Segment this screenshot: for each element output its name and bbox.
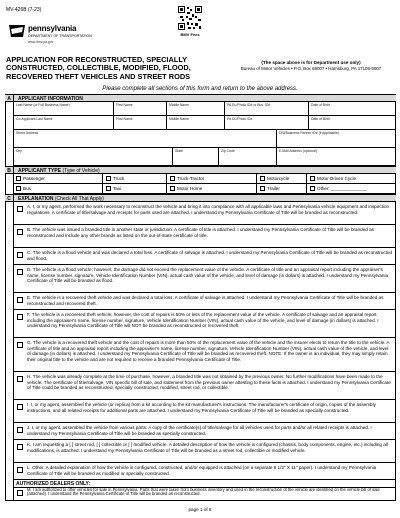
section-a-header <box>5 94 396 102</box>
explanation-item-b <box>14 225 396 248</box>
website: www.dmv.pa.gov <box>28 40 54 44</box>
checkbox[interactable] <box>17 404 23 410</box>
date-of-birth-field[interactable]: Date of Birth <box>308 102 396 116</box>
checkbox[interactable] <box>17 342 23 348</box>
applicant-row <box>14 102 396 116</box>
checkbox[interactable] <box>17 467 23 473</box>
type-option-motor-driven-cycle[interactable] <box>308 174 396 184</box>
co-applicant-dob-field[interactable]: Date of Birth <box>308 116 396 130</box>
type-option-bus[interactable] <box>14 184 102 194</box>
checkbox[interactable] <box>260 186 265 191</box>
explanation-text: H. The vehicle was already complete at the time of purchase, however, a branded title was not obtained by the previous owner. No further modifications have been made to the vehicle. The certificate of title/salvage, VIN specific bill of sale, and statement from the previous owner attesting to these facts is attached. I understand my Pennsylvania Certificate of Title could be branded as reconstructed, specially constructed, modified, street rod, or collectible. <box>27 374 391 391</box>
section-title-note: (Check All That Apply) <box>54 196 104 202</box>
section-title: APPLICANT INFORMATION <box>18 96 83 102</box>
explanation-text: B. The vehicle was issued a branded title in another state or jurisdiction. A certificate of title is attached. I understand my Pennsylvania Certificate of Title will be branded as reconstructed and include any other brands as listed on the out-of-state certificate of title. <box>27 227 374 238</box>
checkbox[interactable] <box>17 206 23 212</box>
checkbox[interactable] <box>17 444 23 450</box>
type-option-trailer[interactable] <box>258 184 304 194</box>
divider <box>102 174 103 184</box>
co-applicant-row <box>14 116 396 130</box>
checkbox[interactable] <box>170 186 175 191</box>
explanation-text: A. I, or my agent, performed the work necessary to reconstruct the vehicle and bring it into compliance with all applicable laws and Pennsylvania vehicle equipment and inspection regulations. A certificate of title/salvage and receipts for parts used are attached. I understand my Pennsylvania Certificate of Title will be branded as reconstructed. <box>27 204 390 215</box>
street-address-field[interactable]: Street Address <box>16 131 39 135</box>
instructions: Please complete all sections of this form and return to the above address. <box>102 86 298 92</box>
department-use-note <box>224 60 398 72</box>
checkbox[interactable] <box>16 186 21 191</box>
address-row <box>14 130 396 148</box>
checkbox[interactable] <box>106 176 111 181</box>
penndot-logo <box>8 22 128 50</box>
type-label: Bus <box>23 186 31 191</box>
section-b-margin <box>5 174 14 194</box>
section-title-text: APPLICANT TYPE <box>18 168 62 174</box>
co-applicant-first-name-field[interactable]: First Name <box>113 116 166 130</box>
checkbox[interactable] <box>17 297 23 303</box>
checkbox[interactable] <box>17 376 23 382</box>
explanation-item-d <box>14 265 396 293</box>
business-partner-id-field[interactable]: DBI/Business Partner ID# (if Applicable) <box>276 130 396 148</box>
divider <box>306 184 307 194</box>
checkbox[interactable] <box>170 176 175 181</box>
city-row <box>14 148 396 166</box>
checkbox[interactable] <box>17 252 23 258</box>
type-label: Passenger <box>23 176 45 181</box>
type-option-other[interactable] <box>308 184 396 194</box>
qr-code-icon <box>178 6 202 30</box>
section-letter: A <box>5 95 14 103</box>
explanation-text: F. The vehicle is a recovered theft vehicle; however, the cost of repairs is 50% or less of the replacement value of the vehicle. A certificate of salvage and an appraisal report including the appraiser's name, license number, signature, Vehicle Identification Number (VIN), actual cash value of the vehicle, and level of damage (in dollars) is attached. I understand my Pennsylvania Certificate of Title will NOT be branded as reconstructed or recovered theft. <box>27 312 379 329</box>
divider <box>256 184 257 194</box>
type-label: Taxi <box>113 186 122 191</box>
checkbox[interactable] <box>106 186 111 191</box>
checkbox[interactable] <box>310 176 315 181</box>
section-letter: B <box>5 167 14 175</box>
section-c-margin <box>5 202 14 501</box>
last-name-field[interactable]: Last Name (or Full Business Name) <box>16 103 70 107</box>
department-name: DEPARTMENT OF TRANSPORTATION <box>28 34 92 38</box>
explanation-item-a <box>14 202 396 225</box>
type-option-truck[interactable] <box>104 174 164 184</box>
qr-caption: BMV Fees <box>180 32 200 37</box>
department-address: Bureau of Motor Vehicles • P.O. Box 69007 • Harrisburg, PA 17106-9007 <box>240 66 382 71</box>
divider <box>306 174 307 184</box>
section-c-header <box>5 194 396 202</box>
zip-code-field[interactable]: Zip Code <box>218 148 276 166</box>
section-b-header <box>5 166 396 174</box>
explanation-text: K. I am requesting a [ ] street rod, [ ] collectible or [ ] modified vehicle. A detailed description of how the vehicle is configured (chassis, body components, engine, etc.) including all modifications, is attached. I understand my Pennsylvania Certificate of Title will be branded as a street rod, collectible or modified vehicle. <box>27 442 388 453</box>
type-option-motorcycle[interactable] <box>258 174 304 184</box>
section-a-margin <box>5 102 14 166</box>
form-number: MV-426B (7-23) <box>6 7 42 13</box>
explanation-item-i <box>14 400 396 423</box>
department-use-heading: (The space above is for Department use only) <box>261 60 361 65</box>
explanation-text: E. The vehicle is a recovered theft vehicle and was declared a total loss. A certificate of salvage is attached. I understand my Pennsylvania Certificate of Title will be branded as reconstructed and recovered theft. <box>27 295 384 306</box>
explanation-text: G. The vehicle is a recovered theft vehicle and the cost of repairs is more than 50% of the replacement value of the vehicle and the insurer elects to return the title to the vehicle. A certificate of title and an appraisal report including the appraiser's name, license number, signature, Vehicle Identification Number (VIN), actual cash value of the vehicle, and level of damage (in dollars) is attached. I understand my Pennsylvania Certificate of Title will be branded as recovered theft. NOTE: If the owner is an individual, they may simply retain their original title to the vehicle and are not required to receive a branded Pennsylvania Certificate of Title. <box>27 340 390 362</box>
authorized-dealers-heading: AUTHORIZED DEALERS ONLY: <box>14 480 396 488</box>
divider <box>256 174 257 184</box>
middle-name-field[interactable]: Middle Name <box>166 102 224 116</box>
explanation-item-k <box>14 440 396 463</box>
state-name: pennsylvania <box>28 24 77 33</box>
type-option-motor-home[interactable] <box>168 184 258 194</box>
type-label: Other: ______________ <box>317 186 367 191</box>
explanation-item-m <box>14 488 396 501</box>
explanation-item-h <box>14 372 396 400</box>
checkbox[interactable] <box>17 229 23 235</box>
explanation-text: M. I am authorized to offer vehicles for sale in Pennsylvania. Parts that were taken from business inventory and used in the reconstruction of the vehicle are identified on the vehicle bill of sale (attached). I understand the Pennsylvania Certificate of Title will be branded as reconstructed. <box>27 487 380 497</box>
first-name-field[interactable]: First Name <box>113 102 166 116</box>
explanation-item-l <box>14 463 396 480</box>
section-letter: C <box>5 195 14 203</box>
section-title-note: (Type of Vehicle) <box>62 168 100 174</box>
explanation-item-g <box>14 338 396 372</box>
id-number-field[interactable]: PA DL/Photo ID# or Bus. ID# <box>224 102 308 116</box>
explanation-text: L. Other. A detailed explanation of how the vehicle is configured, constructed, and/or equipped is attached (on a separate 8 1/2" X 11" paper). I understand my Pennsylvania Certificate of Title will be branded as modified or specially constructed. <box>27 465 377 476</box>
type-label: Trailer <box>267 186 280 191</box>
type-option-taxi[interactable] <box>104 184 164 194</box>
co-applicant-last-name-field[interactable]: Co-Applicant Last Name <box>16 117 53 121</box>
state-field[interactable]: State <box>172 148 218 166</box>
city-field[interactable]: City <box>16 149 22 153</box>
co-applicant-middle-name-field[interactable]: Middle Name <box>166 116 224 130</box>
checkbox[interactable] <box>17 427 23 433</box>
vehicle-type-row-1 <box>14 174 396 184</box>
type-label: Motor Driven Cycle <box>317 176 357 181</box>
co-applicant-id-field[interactable]: PA DL/Photo ID# <box>224 116 308 130</box>
explanation-text: D. The vehicle is a flood vehicle; however, the damage did not exceed the replacement value of the vehicle. A certificate of title and an appraisal report including the appraiser's name, license number, signature, Vehicle Identification Number (VIN), actual cash value of the vehicle, and level of damage (in dollars) is attached. I understand my Pennsylvania Certificate of Title will be branded as flood. <box>27 267 389 284</box>
divider <box>166 174 167 184</box>
checkbox[interactable] <box>17 269 23 275</box>
keystone-icon <box>8 24 26 38</box>
checkbox[interactable] <box>310 186 315 191</box>
explanation-text: C. The vehicle is a flood vehicle and was declared a total loss. A certificate of salvage is attached. I understand my Pennsylvania Certificate of Title will be branded as reconstructed and flood. <box>27 250 393 261</box>
type-label: Truck-Tractor <box>177 176 205 181</box>
explanation-item-j <box>14 423 396 440</box>
page-number: page 1 of 6 <box>188 507 212 512</box>
explanation-item-e <box>14 293 396 310</box>
email-field[interactable]: E-Mail Address (optional) <box>276 148 396 166</box>
checkbox[interactable] <box>17 314 23 320</box>
section-title-text: EXPLANATION <box>18 196 54 202</box>
vehicle-type-row-2 <box>14 184 396 194</box>
explanation-item-c <box>14 248 396 265</box>
explanation-item-f <box>14 310 396 338</box>
checkbox[interactable] <box>260 176 265 181</box>
type-label: Motorcycle <box>267 176 290 181</box>
type-label: Motor Home <box>177 186 203 191</box>
explanation-text: J. I, or my agent, assembled the vehicle from various parts. A copy of the certificate(s) of title/salvage for all vehicles used for parts and/or all related receipts is attached. I understand my Pennsylvania Certificate of Title will be branded as specially constructed. <box>27 425 372 436</box>
divider <box>102 184 103 194</box>
checkbox[interactable] <box>16 176 21 181</box>
type-option-truck-tractor[interactable] <box>168 174 258 184</box>
form-title: APPLICATION FOR RECONSTRUCTED, SPECIALLY CONSTRUCTED, COLLECTIBLE, MODIFIED, FLOOD, RECOVERED THEFT VEHICLES AND STREET RODS <box>6 55 191 81</box>
type-label: Truck <box>113 176 125 181</box>
divider <box>166 184 167 194</box>
explanation-text: I. I, or my agent, assembled the vehicle (or replica) from a kit according to the kit manufacturer's instructions. The manufacturer's certificate of origin, copies of the assembly instructions, and all related receipts for additional parts are attached. I understand my Pennsylvania Certificate of Title will be branded as specially constructed. <box>27 402 376 413</box>
checkbox[interactable] <box>17 490 23 496</box>
type-option-passenger[interactable] <box>14 174 102 184</box>
